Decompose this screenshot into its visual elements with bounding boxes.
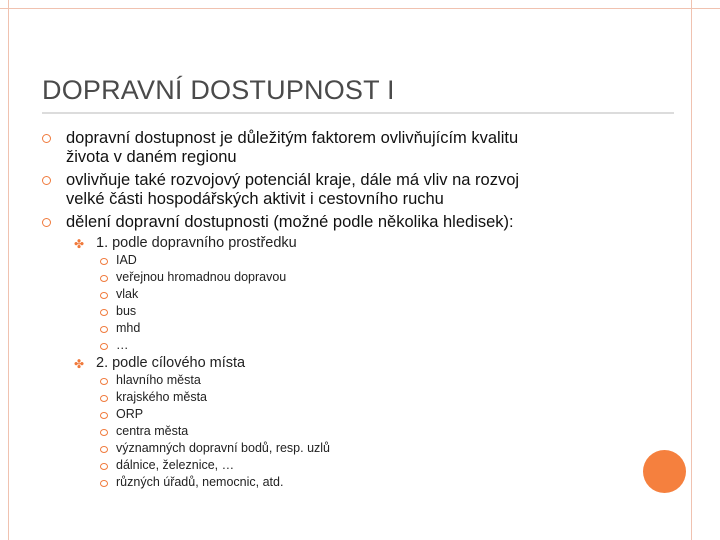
list-item: různých úřadů, nemocnic, atd. — [116, 475, 284, 489]
sub-bullet-icon: ✤ — [74, 357, 85, 371]
item-bullet-icon — [100, 463, 108, 470]
bullet-text-cont: života v daném regionu — [66, 148, 237, 166]
bullet-icon — [42, 134, 51, 143]
item-bullet-icon — [100, 292, 108, 299]
sub-bullet-icon: ✤ — [74, 237, 85, 251]
bullet-text-cont: velké části hospodářských aktivit i cestovního ruchu — [66, 190, 444, 208]
list-item: mhd — [116, 321, 141, 335]
slide-frame-right — [691, 0, 692, 540]
item-bullet-icon — [100, 395, 108, 402]
item-bullet-icon — [100, 309, 108, 316]
slide-frame-top — [0, 8, 720, 9]
list-item: centra města — [116, 424, 189, 438]
item-bullet-icon — [100, 378, 108, 385]
list-item: bus — [116, 304, 137, 318]
list-item: významných dopravní bodů, resp. uzlů — [116, 441, 331, 455]
item-bullet-icon — [100, 326, 108, 333]
title-divider — [42, 112, 674, 114]
list-item: dálnice, železnice, … — [116, 458, 235, 472]
item-bullet-icon — [100, 480, 108, 487]
bullet-text: dopravní dostupnost je důležitým faktorem ovlivňujícím kvalitu — [66, 129, 519, 147]
sub-bullet-label: 2. podle cílového místa — [96, 355, 246, 371]
list-item: ORP — [116, 407, 144, 421]
item-bullet-icon — [100, 412, 108, 419]
bullet-text: ovlivňuje také rozvojový potenciál kraje, dále má vliv na rozvoj — [66, 171, 520, 189]
decorative-circle — [643, 450, 686, 493]
bullet-icon — [42, 176, 51, 185]
list-item: hlavního města — [116, 373, 201, 387]
slide-frame-left — [8, 0, 9, 540]
list-item: vlak — [116, 287, 139, 301]
item-bullet-icon — [100, 258, 108, 265]
item-bullet-icon — [100, 429, 108, 436]
list-item: krajského města — [116, 390, 208, 404]
list-item: veřejnou hromadnou dopravou — [116, 270, 287, 284]
item-bullet-icon — [100, 275, 108, 282]
bullet-icon — [42, 218, 51, 227]
item-bullet-icon — [100, 343, 108, 350]
slide-title: DOPRAVNÍ DOSTUPNOST I — [42, 75, 395, 105]
bullet-text: dělení dopravní dostupnosti (možné podle několika hledisek): — [66, 213, 514, 231]
sub-bullet-label: 1. podle dopravního prostředku — [96, 235, 297, 251]
item-bullet-icon — [100, 446, 108, 453]
list-item: IAD — [116, 253, 137, 267]
list-item: … — [116, 338, 129, 352]
